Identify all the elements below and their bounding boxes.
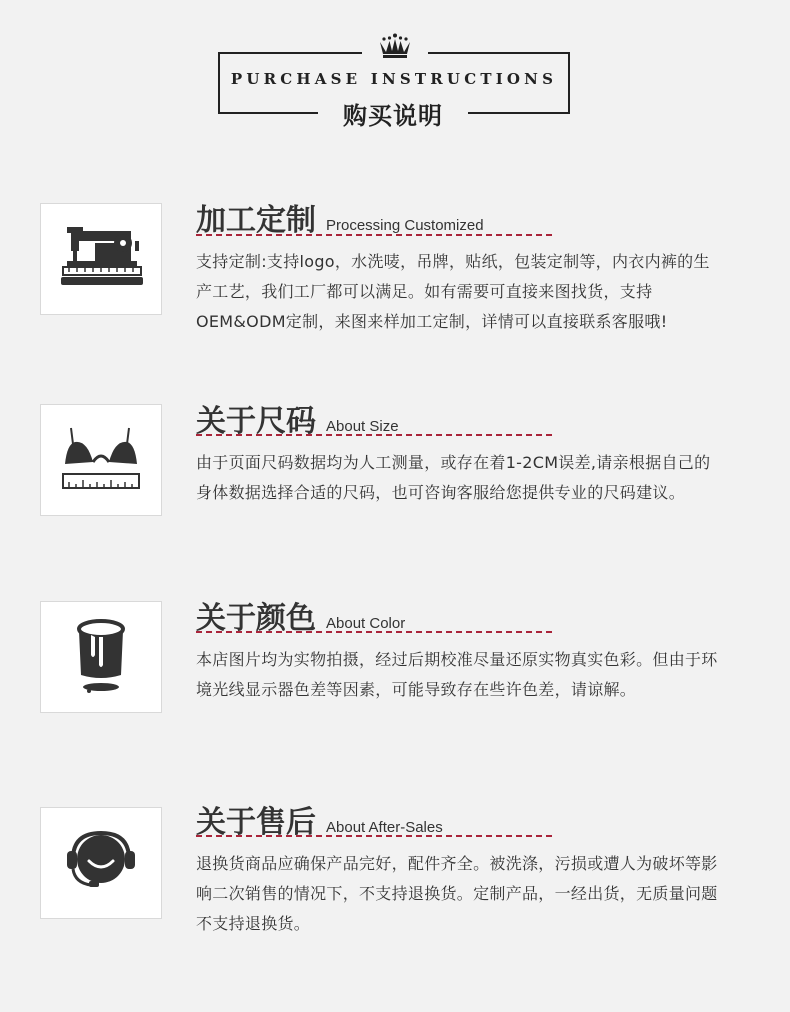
section-text: 退换货商品应确保产品完好，配件齐全。被洗涤，污损或遭人为破坏等影响二次销售的情况下，不支持退换货。定制产品，一经出货，无质量问题不支持退换货。 bbox=[196, 854, 718, 933]
section-subtitle: About Color bbox=[326, 615, 406, 632]
section-subtitle: About Size bbox=[326, 418, 399, 435]
dashed-divider bbox=[196, 234, 552, 236]
english-title: PURCHASE INSTRUCTIONS bbox=[230, 70, 558, 88]
icon-box bbox=[40, 601, 162, 713]
section-title-cn: 关于尺码 bbox=[196, 404, 316, 439]
icon-box bbox=[40, 203, 162, 315]
sewing-machine-icon bbox=[59, 223, 143, 295]
icon-box bbox=[40, 807, 162, 919]
header bbox=[0, 0, 790, 140]
dashed-divider bbox=[196, 835, 552, 837]
section-title bbox=[196, 195, 484, 239]
paint-bucket-icon bbox=[69, 617, 133, 697]
headset-support-icon bbox=[59, 827, 143, 899]
section-text: 由于页面尺码数据均为人工测量，或存在着1-2CM误差,请亲根据自己的身体数据选择合适的尺码，也可咨询客服给您提供专业的尺码建议。 bbox=[196, 453, 711, 502]
dashed-divider bbox=[196, 434, 552, 436]
crown-icon bbox=[378, 33, 412, 59]
section-title-cn: 关于售后 bbox=[196, 805, 316, 840]
bra-ruler-icon bbox=[59, 424, 143, 496]
icon-box bbox=[40, 404, 162, 516]
chinese-title: 购买说明 bbox=[343, 102, 443, 130]
section-title-cn: 关于颜色 bbox=[196, 601, 316, 636]
section-subtitle: About After-Sales bbox=[326, 819, 443, 836]
section-title-cn: 加工定制 bbox=[196, 203, 316, 238]
section-text: 本店图片均为实物拍摄，经过后期校准尽量还原实物真实色彩。但由于环境光线显示器色差等因素，可能导致存在些许色差，请谅解。 bbox=[196, 650, 718, 699]
section-subtitle: Processing Customized bbox=[326, 217, 484, 234]
dashed-divider bbox=[196, 631, 552, 633]
section-text: 支持定制:支持logo，水洗唛，吊牌，贴纸，包装定制等，内衣内裤的生产工艺，我们工厂都可以满足。如有需要可直接来图找货，支持OEM&ODM定制，来图来样加工定制，详情可以直接联系客服哦! bbox=[196, 252, 710, 331]
